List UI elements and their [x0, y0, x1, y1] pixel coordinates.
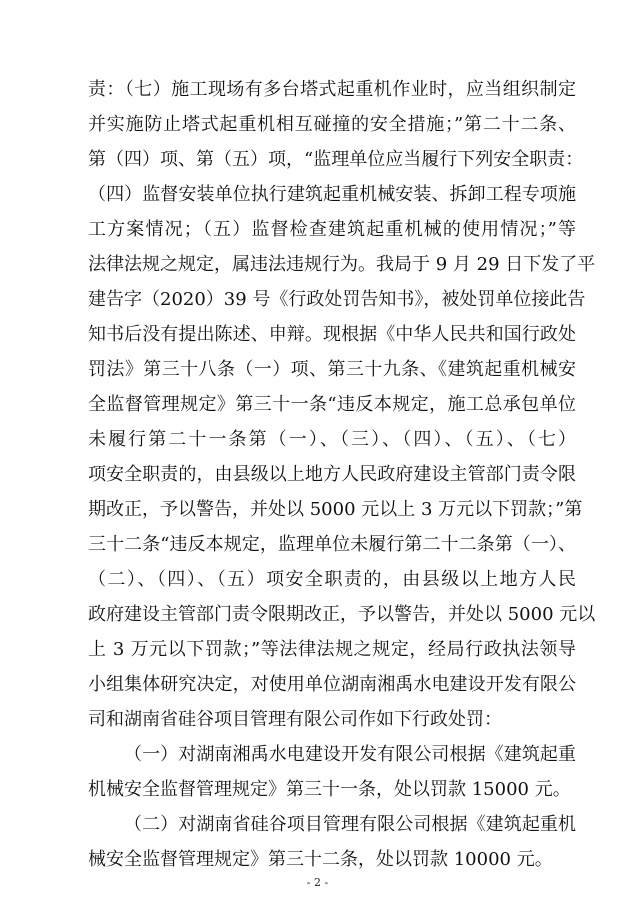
text-line-1: 责：（七）施工现场有多台塔式起重机作业时，应当组织制定	[88, 79, 576, 100]
text-line-2: 并实施防止塔式起重机相互碰撞的安全措施；”第二十二条、	[88, 114, 576, 135]
text-line-3: 第（四）项、第（五）项，“监理单位应当履行下列安全职责：	[88, 149, 584, 170]
text-line-10: 全监督管理规定》第三十一条“违反本规定，施工总承包单位	[88, 394, 576, 415]
text-line-12: 项安全职责的，由县级以上地方人民政府建设主管部门责令限	[88, 464, 576, 485]
text-line-23: 械安全监督管理规定》第三十二条，处以罚款 10000 元。	[88, 849, 553, 870]
text-line-21: 机械安全监督管理规定》第三十一条，处以罚款 15000 元。	[88, 779, 571, 800]
text-line-15: （二）、（四）、（五）项安全职责的，由县级以上地方人民	[88, 569, 576, 590]
text-line-11: 未履行第二十一条第（一）、（三）、（四）、（五）、（七）	[88, 429, 576, 450]
text-line-4: （四）监督安装单位执行建筑起重机械安装、拆卸工程专项施	[88, 184, 576, 205]
text-line-6: 法律法规之规定，属违法违规行为。我局于 9 月 29 日下发了平	[88, 254, 596, 275]
text-line-20: （一）对湖南湘禹水电建设开发有限公司根据《建筑起重	[124, 744, 576, 765]
text-line-14: 三十二条“违反本规定，监理单位未履行第二十二条第（一）、	[88, 534, 576, 555]
text-line-19: 司和湖南省硅谷项目管理有限公司作如下行政处罚：	[88, 709, 502, 730]
text-line-7: 建告字（2020）39 号《行政处罚告知书》，被处罚单位接此告	[88, 289, 586, 310]
text-line-18: 小组集体研究决定，对使用单位湖南湘禹水电建设开发有限公	[88, 674, 576, 695]
text-line-22: （二）对湖南省硅谷项目管理有限公司根据《建筑起重机	[124, 814, 576, 835]
text-line-17: 上 3 万元以下罚款；”等法律法规之规定，经局行政执法领导	[88, 639, 576, 660]
text-line-16: 政府建设主管部门责令限期改正，予以警告，并处以 5000 元以	[88, 604, 596, 625]
text-line-13: 期改正，予以警告，并处以 5000 元以上 3 万元以下罚款；”第	[88, 499, 583, 520]
page-number: - 2 -	[306, 876, 329, 889]
text-line-5: 工方案情况；（五）监督检查建筑起重机械的使用情况；”等	[88, 219, 576, 240]
text-line-8: 知书后没有提出陈述、申辩。现根据《中华人民共和国行政处	[88, 324, 576, 345]
text-line-9: 罚法》第三十八条（一）项、第三十九条、《建筑起重机械安	[88, 359, 576, 380]
